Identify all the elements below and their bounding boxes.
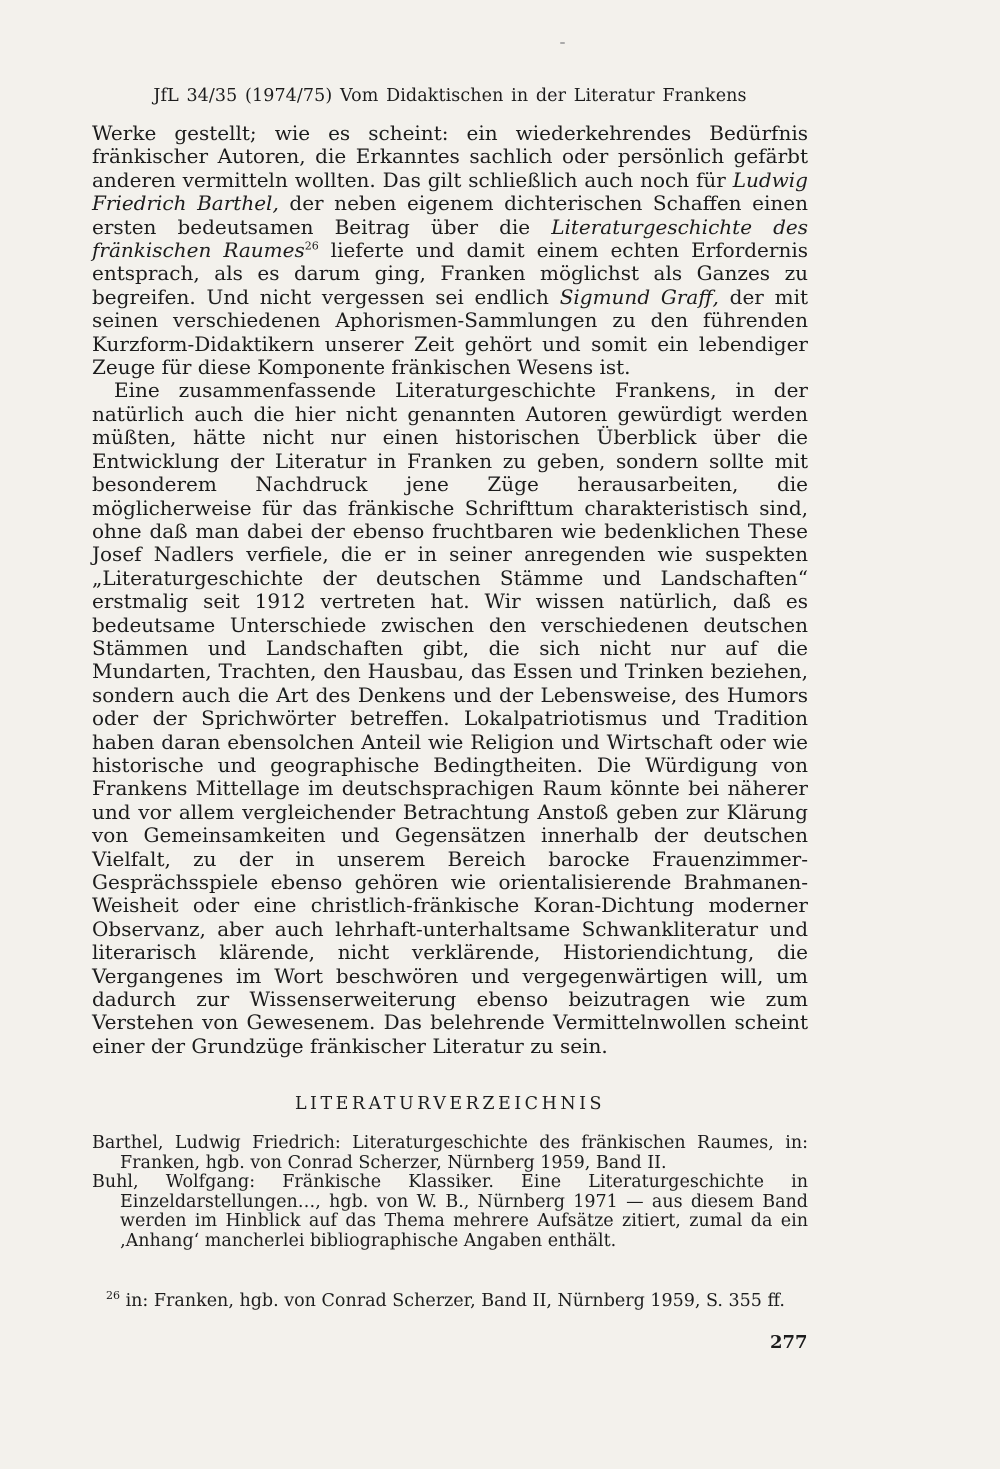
- author-name-barthel: Ludwig Friedrich Barthel,: [92, 167, 808, 216]
- bibliography: [92, 1134, 808, 1251]
- footnote: [92, 1291, 808, 1311]
- running-head: JfL 34/35 (1974/75) Vom Didaktischen in der Literatur Frankens: [153, 86, 747, 106]
- paragraph-2: Eine zusammenfassende Literaturgeschichte Frankens, in der natürlich auch die hier nicht genannten Autoren gewürdigt werden müßten, hätte nicht nur einen historischen Überblick über die Entwicklung der Literatur in Franken zu geben, sondern sollte mit besonderem Nachdruck jene Züge herausarbeiten, die möglicherweise für das fränkische Schrifttum charakteristisch sind, ohne daß man dabei der ebenso fruchtbaren wie bedenklichen These Josef Nadlers verfiele, die er in seiner anregenden wie suspekten „Literaturgeschichte der deutschen Stämme und Landschaften“ erstmalig seit 1912 vertreten hat. Wir wissen natürlich, daß es bedeutsame Unterschiede zwischen den verschiedenen deutschen Stämmen und Landschaften gibt, die sich nicht nur auf die Mundarten, Trachten, den Hausbau, das Essen und Trinken beziehen, sondern auch die Art des Denkens und der Lebensweise, des Humors oder der Sprichwörter betreffen. Lokalpatriotismus und Tradition haben daran ebensolchen Anteil wie Religion und Wirtschaft oder wie historische und geographische Bedingtheiten. Die Würdigung von Frankens Mittellage im deutschsprachigen Raum könnte bei näherer und vor allem vergleichender Betrachtung Anstoß geben zur Klärung von Gemeinsamkeiten und Gegensätzen innerhalb der deutschen Vielfalt, zu der in unserem Bereich barocke Frauenzimmer-Gesprächsspiele ebenso gehören wie orientalisierende Brahmanen-Weisheit oder eine christlich-fränkische Koran-Dichtung moderner Observanz, aber auch lehrhaft-unterhaltsame Schwankliteratur und literarisch klärende, nicht verklärende, Historiendichtung, die Vergangenes im Wort beschwören und vergegenwärtigen will, um dadurch zur Wissenserweiterung ebenso beizutragen wie zum Verstehen von Gewesenem. Das belehrende Vermittelnwollen scheint einer der Grundzüge fränkischer Literatur zu sein.: [92, 378, 808, 1058]
- p1-text-3: lieferte und damit einem echten Erfordernis entsprach, als es darum ging, Franken möglichst als Ganzes zu begreifen. Und nicht vergessen sei endlich: [92, 238, 808, 309]
- paragraph-1: [92, 122, 808, 379]
- bibliography-entry: Barthel, Ludwig Friedrich: Literaturgeschichte des fränkischen Raumes, in: Franken, hgb. von Conrad Scherzer, Nürnberg 1959, Band II.: [92, 1133, 808, 1173]
- page-number: 277: [770, 1332, 808, 1353]
- body-text: [92, 122, 808, 1058]
- p1-text-2: der neben eigenem dichterischen Schaffen einen ersten bedeutsamen Beitrag über die: [92, 191, 808, 239]
- author-name-graff: Sigmund Graff,: [559, 284, 719, 309]
- section-heading: LITERATURVERZEICHNIS: [294, 1094, 606, 1115]
- p1-text-4: der mit seinen verschiedenen Aphorismen-Sammlungen zu den führenden Kurzform-Didaktikern unserer Zeit gehört und somit ein lebendiger Zeuge für diese Komponente fränkischen Wesens ist.: [92, 284, 808, 380]
- bibliography-entry: Buhl, Wolfgang: Fränkische Klassiker. Eine Literaturgeschichte in Einzeldarstellungen…, hgb. von W. B., Nürnberg 1971 — aus diesem Band werden im Hinblick auf das Thema mehrere Aufsätze zitiert, zumal da ein ‚Anhang‘ mancherlei bibliographische Angaben enthält.: [92, 1172, 808, 1251]
- book-title: Literaturgeschichte des fränkischen Raumes: [92, 214, 809, 263]
- paper-speck: [560, 42, 565, 44]
- footnote-reference: 26: [304, 239, 319, 253]
- footnote-number: 26: [106, 1289, 120, 1303]
- footnote-text: in: Franken, hgb. von Conrad Scherzer, Band II, Nürnberg 1959, S. 355 ff.: [120, 1291, 785, 1312]
- page-content: [92, 86, 808, 1311]
- p1-text-1: Werke gestellt; wie es scheint: ein wiederkehrendes Bedürfnis fränkischer Autoren, die Erkanntes sachlich oder persönlich gefärbt anderen vermitteln wollten. Das gilt schließlich auch noch für: [92, 121, 808, 192]
